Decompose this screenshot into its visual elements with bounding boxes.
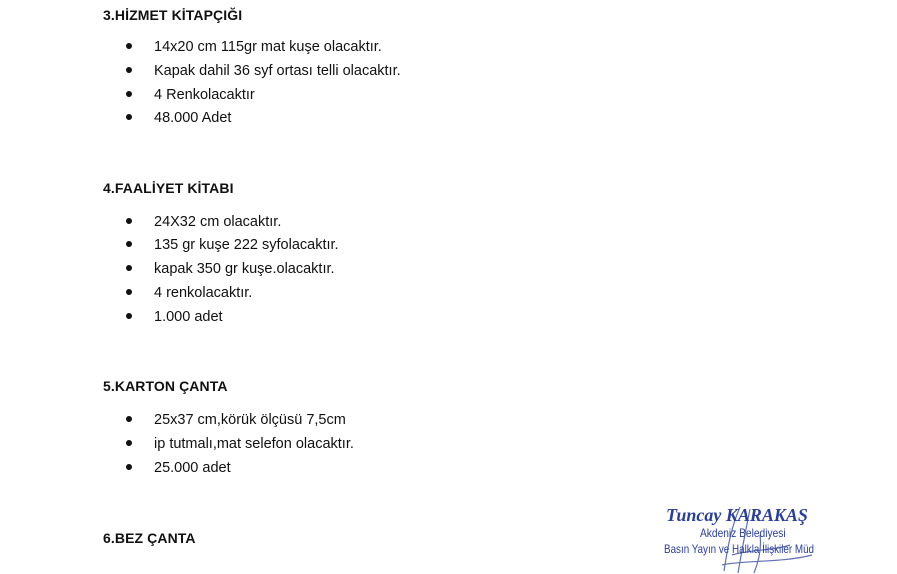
bullet-icon — [126, 241, 132, 247]
list-item-text: ip tutmalı,mat selefon olacaktır. — [154, 436, 354, 452]
list-item — [126, 412, 346, 428]
bullet-icon — [126, 313, 132, 319]
stamp-organization: Akdeniz Belediyesi — [700, 526, 786, 540]
stamp-name: Tuncay KARAKAŞ — [666, 505, 808, 525]
list-item-text: 4 renkolacaktır. — [154, 285, 253, 301]
list-item-text: 25x37 cm,körük ölçüsü 7,5cm — [154, 412, 346, 428]
list-item — [126, 214, 281, 230]
list-item-text: 14x20 cm 115gr mat kuşe olacaktır. — [154, 39, 382, 55]
section-heading-hizmet-kitapcigi: 3.HİZMET KİTAPÇIĞI — [103, 7, 243, 23]
section-heading-faaliyet-kitabi: 4.FAALİYET KİTABI — [103, 180, 234, 196]
list-item-text: Kapak dahil 36 syf ortası telli olacaktır. — [154, 63, 401, 79]
signature-stamp — [662, 505, 897, 574]
bullet-icon — [126, 440, 132, 446]
list-item — [126, 285, 252, 301]
list-item — [126, 261, 335, 277]
list-item-text: 25.000 adet — [154, 460, 231, 476]
bullet-icon — [126, 416, 132, 422]
list-item-text: 4 Renkolacaktır — [154, 87, 255, 103]
list-item — [126, 436, 354, 452]
bullet-icon — [126, 114, 132, 120]
list-item — [126, 63, 401, 79]
list-item — [126, 110, 231, 126]
list-item — [126, 460, 231, 476]
bullet-icon — [126, 265, 132, 271]
bullet-icon — [126, 289, 132, 295]
handwritten-signature-icon — [662, 505, 897, 574]
list-item-text: kapak 350 gr kuşe.olacaktır. — [154, 261, 335, 277]
list-item-text: 135 gr kuşe 222 syfolacaktır. — [154, 237, 339, 253]
list-item-text: 24X32 cm olacaktır. — [154, 214, 282, 230]
bullet-icon — [126, 43, 132, 49]
stamp-department: Basın Yayın ve Halkla İlişkiler Müd — [664, 542, 815, 556]
list-item-text: 1.000 adet — [154, 309, 223, 325]
list-item — [126, 309, 223, 325]
section-heading-karton-canta: 5.KARTON ÇANTA — [103, 378, 228, 394]
list-item — [126, 237, 339, 253]
bullet-icon — [126, 67, 132, 73]
bullet-icon — [126, 464, 132, 470]
list-item — [126, 39, 382, 55]
list-item — [126, 87, 255, 103]
list-item-text: 48.000 Adet — [154, 110, 232, 126]
bullet-icon — [126, 218, 132, 224]
bullet-icon — [126, 91, 132, 97]
section-heading-bez-canta: 6.BEZ ÇANTA — [103, 530, 196, 546]
